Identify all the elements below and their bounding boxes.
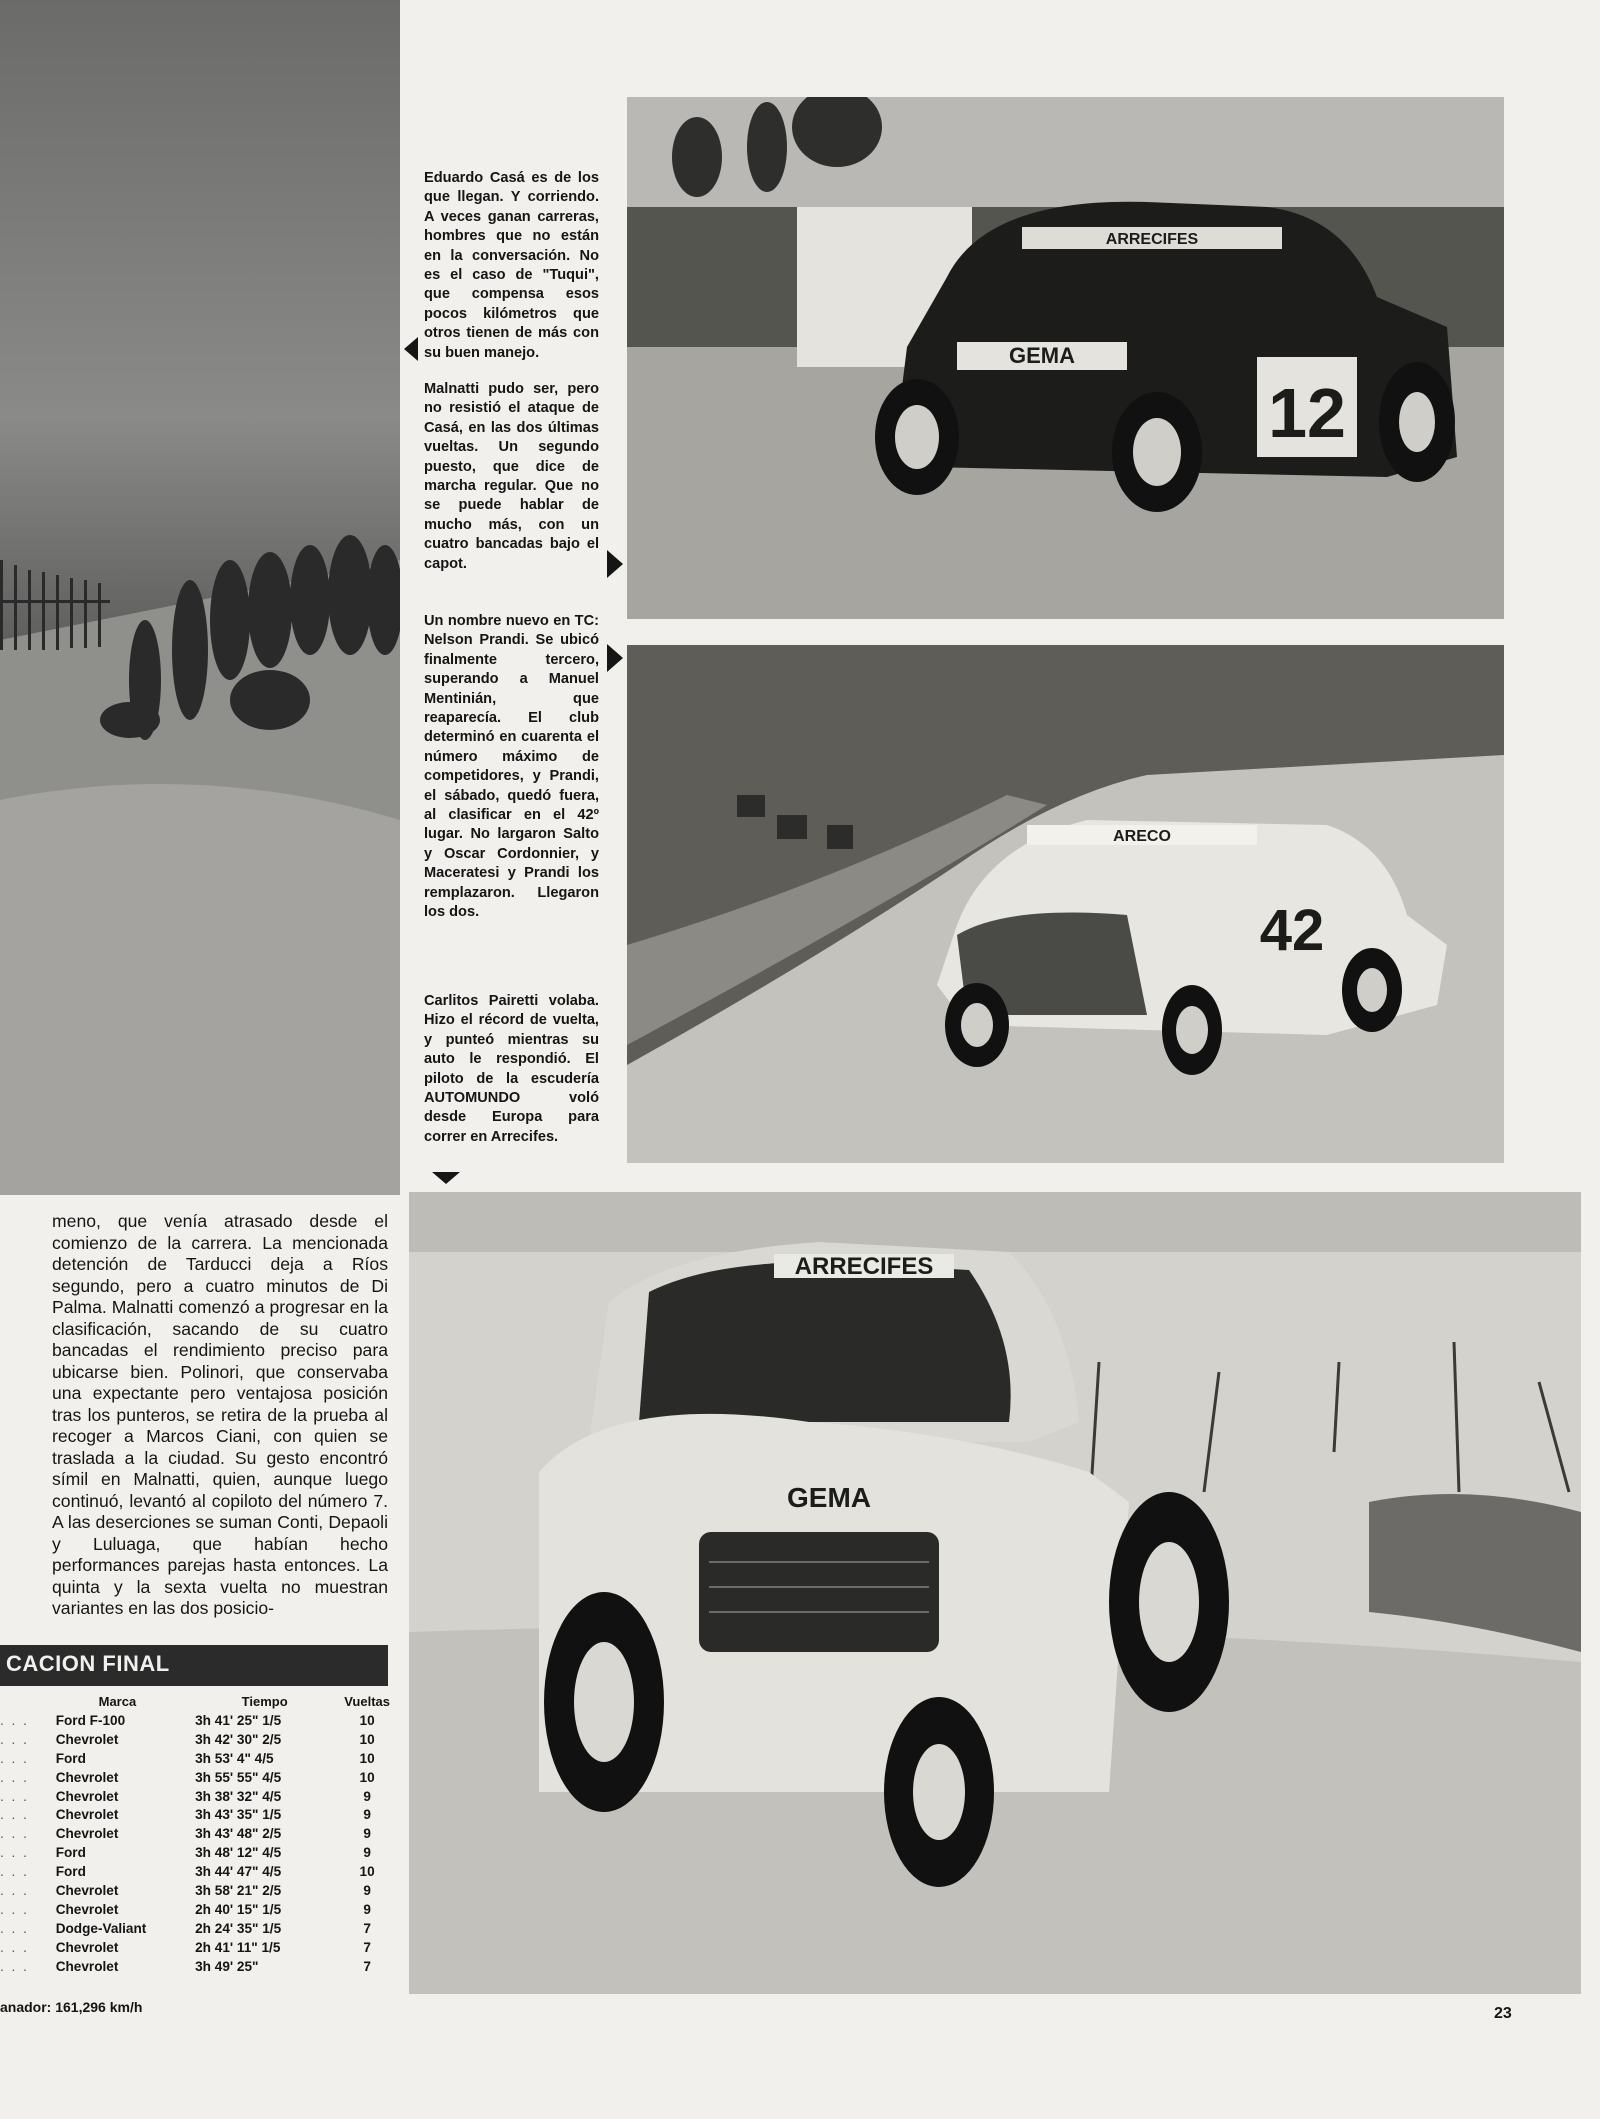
- row-vueltas: 10: [359, 1731, 375, 1747]
- row-tiempo: 3h 48' 12" 4/5: [195, 1845, 282, 1861]
- car42-number: 42: [1259, 898, 1325, 963]
- row-vueltas: 9: [363, 1901, 371, 1917]
- row-vueltas: 9: [363, 1807, 371, 1823]
- results-title: CACION FINAL: [6, 1651, 170, 1676]
- row-vueltas: 10: [359, 1750, 375, 1766]
- row-dots: . . .: [0, 1920, 29, 1936]
- row-marca: Chevrolet: [55, 1807, 119, 1823]
- table-row: [0, 1824, 390, 1843]
- col-marca-header: Marca: [98, 1694, 137, 1709]
- row-marca: Ford: [55, 1864, 86, 1880]
- row-tiempo: 3h 43' 48" 2/5: [195, 1826, 282, 1842]
- row-marca: Ford: [55, 1750, 86, 1766]
- table-row: [0, 1900, 390, 1919]
- row-vueltas: 7: [363, 1939, 371, 1955]
- row-tiempo: 3h 42' 30" 2/5: [195, 1731, 282, 1747]
- table-row: [0, 1919, 390, 1938]
- table-row: [0, 1787, 390, 1806]
- results-table: [0, 1692, 390, 1975]
- row-vueltas: 7: [363, 1920, 371, 1936]
- car42-banner-text: ARECO: [1113, 828, 1171, 845]
- photo-car-12: [627, 97, 1504, 619]
- car12-number: 12: [1268, 374, 1346, 452]
- arrow-right-icon: [607, 550, 623, 578]
- row-dots: . . .: [0, 1712, 29, 1728]
- car12-banner-text: ARRECIFES: [1105, 231, 1199, 248]
- row-tiempo: 2h 24' 35" 1/5: [195, 1920, 282, 1936]
- row-vueltas: 9: [363, 1826, 371, 1842]
- winner-average-speed: anador: 161,296 km/h: [0, 1999, 143, 2015]
- caption-casa: Eduardo Casá es de los que llegan. Y corriendo. A veces ganan carreras, hombres que no están en la conversación. No es el caso de "Tuqui", que compensa esos pocos kilómetros que otros tienen de más con su buen manejo.: [424, 170, 599, 361]
- row-vueltas: 10: [359, 1769, 375, 1785]
- arrow-down-icon: [432, 1172, 460, 1184]
- row-dots: . . .: [0, 1750, 29, 1766]
- gema-sponsor-text: GEMA: [787, 1482, 871, 1513]
- row-tiempo: 3h 44' 47" 4/5: [195, 1864, 282, 1880]
- table-row: [0, 1957, 390, 1976]
- row-dots: . . .: [0, 1958, 29, 1974]
- gema-banner-text: ARRECIFES: [794, 1253, 934, 1280]
- row-vueltas: 10: [359, 1712, 375, 1728]
- row-dots: . . .: [0, 1939, 29, 1955]
- car-42-graphic: [627, 645, 1504, 1163]
- col-dots: [0, 1692, 50, 1711]
- row-tiempo: 3h 49' 25": [195, 1958, 259, 1974]
- table-row: [0, 1805, 390, 1824]
- row-dots: . . .: [0, 1882, 29, 1898]
- crowd-photo-graphic: [0, 0, 400, 1195]
- row-marca: Chevrolet: [55, 1788, 119, 1804]
- table-row: [0, 1843, 390, 1862]
- table-row: [0, 1749, 390, 1768]
- photo-car-42: [627, 645, 1504, 1163]
- row-vueltas: 9: [363, 1788, 371, 1804]
- page-number: 23: [1494, 2005, 1512, 2022]
- results-header-bar: [0, 1645, 388, 1686]
- row-marca: Chevrolet: [55, 1731, 119, 1747]
- col-vueltas-header: Vueltas: [344, 1694, 390, 1709]
- row-tiempo: 3h 43' 35" 1/5: [195, 1807, 282, 1823]
- row-dots: . . .: [0, 1826, 29, 1842]
- row-dots: . . .: [0, 1864, 29, 1880]
- table-row: [0, 1938, 390, 1957]
- row-dots: . . .: [0, 1769, 29, 1785]
- arrow-left-icon: [404, 337, 418, 361]
- table-row: [0, 1881, 390, 1900]
- row-dots: . . .: [0, 1807, 29, 1823]
- photo-car-gema: [409, 1192, 1581, 1994]
- row-dots: . . .: [0, 1788, 29, 1804]
- row-marca: Ford: [55, 1845, 86, 1861]
- row-tiempo: 3h 58' 21" 2/5: [195, 1882, 282, 1898]
- row-marca: Chevrolet: [55, 1901, 119, 1917]
- row-vueltas: 9: [363, 1845, 371, 1861]
- row-marca: Ford F-100: [55, 1712, 126, 1728]
- table-row: [0, 1730, 390, 1749]
- table-row: [0, 1711, 390, 1730]
- article-body-text: meno, que venía atrasado desde el comienzo de la carrera. La mencionada detención de Tarducci deja a Ríos segundo, pero a cuatro minutos de Di Palma. Malnatti comenzó a progresar en la clasificación, sacando de su cuatro bancadas el rendimiento preciso para ubicarse bien. Polinori, que conservaba una expectante pero ventajosa posición tras los punteros, se retira de la prueba al recoger a Marcos Ciani, con quien se traslada a la ciudad. Su gesto encontró símil en Malnatti, quien, aunque luego continuó, levantó al copiloto del número 7. A las deserciones se suman Conti, Depaoli y Luluaga, que habían hecho performances parejas hasta entonces. La quinta y la sexta vuelta no muestran variantes en las dos posicio-: [52, 1211, 388, 1618]
- table-row: [0, 1768, 390, 1787]
- row-tiempo: 2h 41' 11" 1/5: [195, 1939, 281, 1955]
- table-row: [0, 1862, 390, 1881]
- row-vueltas: 9: [363, 1882, 371, 1898]
- row-vueltas: 7: [363, 1958, 371, 1974]
- col-tiempo-header: Tiempo: [241, 1694, 288, 1709]
- row-marca: Chevrolet: [55, 1826, 119, 1842]
- results-header-row: [0, 1692, 390, 1711]
- row-dots: . . .: [0, 1731, 29, 1747]
- row-tiempo: 2h 40' 15" 1/5: [195, 1901, 282, 1917]
- caption-pairetti: Carlitos Pairetti volaba. Hizo el récord de vuelta, y punteó mientras su auto le respondió. El piloto de la escudería AUTOMUNDO voló desde Europa para correr en Arrecifes.: [424, 993, 599, 1145]
- row-tiempo: 3h 38' 32" 4/5: [195, 1788, 282, 1804]
- caption-prandi: Un nombre nuevo en TC: Nelson Prandi. Se ubicó finalmente tercero, superando a Manuel Mentinián, que reaparecía. El club determinó en cuarenta el número máximo de competidores, y Prandi, el sábado, quedó fuera, al clasificar en el 42º lugar. No largaron Salto y Oscar Cordonnier, y Maceratesi y Prandi los remplazaron. Llegaron los dos.: [424, 613, 599, 921]
- row-marca: Chevrolet: [55, 1939, 119, 1955]
- row-dots: . . .: [0, 1845, 29, 1861]
- row-marca: Chevrolet: [55, 1769, 119, 1785]
- row-tiempo: 3h 41' 25" 1/5: [195, 1712, 282, 1728]
- row-tiempo: 3h 55' 55" 4/5: [195, 1769, 282, 1785]
- gema-car-graphic: [409, 1192, 1581, 1994]
- row-vueltas: 10: [359, 1864, 375, 1880]
- row-marca: Chevrolet: [55, 1958, 119, 1974]
- row-tiempo: 3h 53' 4" 4/5: [195, 1750, 274, 1766]
- row-marca: Dodge-Valiant: [55, 1920, 147, 1936]
- row-dots: . . .: [0, 1901, 29, 1917]
- car12-sponsor-text: GEMA: [1009, 343, 1075, 368]
- arrow-right-icon: [607, 644, 623, 672]
- caption-malnatti: Malnatti pudo ser, pero no resistió el ataque de Casá, en las dos últimas vueltas. Un segundo puesto, que dice de marcha regular. Que no se puede hablar de mucho más, con un cuatro bancadas bajo el capot.: [424, 381, 599, 572]
- row-marca: Chevrolet: [55, 1882, 119, 1898]
- car-12-graphic: [627, 97, 1504, 619]
- photo-crowd-trackside: [0, 0, 400, 1195]
